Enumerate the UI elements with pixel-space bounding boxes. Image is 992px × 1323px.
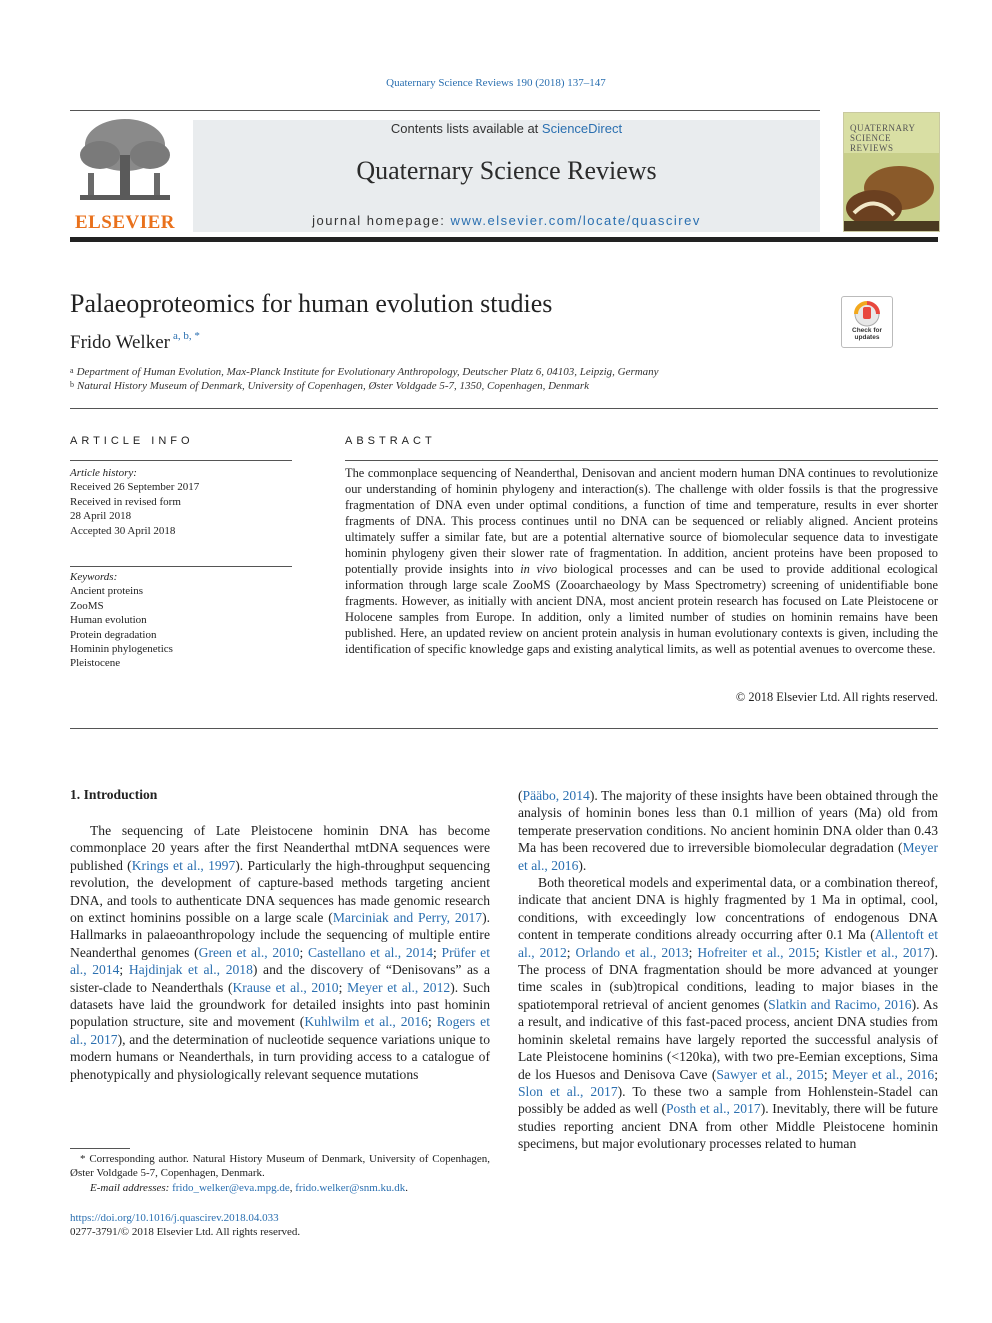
citation-link[interactable]: Kistler et al., 2017: [824, 944, 931, 960]
homepage-line: [193, 213, 820, 228]
keyword-item: Hominin phylogenetics: [70, 643, 173, 656]
issn-copyright: 0277-3791/© 2018 Elsevier Ltd. All rights reserved.: [70, 1226, 301, 1238]
history-line: Received 26 September 2017: [70, 481, 200, 494]
citation-link[interactable]: Meyer et al., 2016: [832, 1066, 935, 1082]
citation-link[interactable]: Rogers et al., 2017: [70, 1014, 490, 1047]
affiliation-b: [70, 380, 589, 392]
affiliation-b-mark: b: [70, 380, 74, 389]
author-name: Frido Welker: [70, 332, 170, 353]
citation-link[interactable]: Slon et al., 2017: [518, 1083, 618, 1099]
keywords: [70, 570, 292, 671]
sciencedirect-link[interactable]: ScienceDirect: [541, 121, 623, 136]
author-affiliation-marks[interactable]: a, b, *: [172, 330, 200, 342]
text-run: ). Hallmarks in palaeoanthropology include the sequencing of multiple entire Neanderthal genomes (: [70, 910, 490, 960]
abstract-italic: in vivo: [520, 562, 558, 576]
affiliation-b-text: Natural History Museum of Denmark, University of Copenhagen, Øster Voldgade 5-7, 1350, Copenhagen, Denmark: [77, 380, 590, 392]
text-run: ), and the determination of nucleotide sequence variations unique to modern humans or Neanderthals, in turn providing access to a catalogue of phenotypically and physiologically relevant sequence mutations: [70, 1031, 490, 1082]
contents-prefix: Contents lists available at: [390, 121, 542, 136]
text-run: (: [518, 788, 523, 803]
abstract-separator: [70, 728, 938, 729]
cover-title: QUATERNARY SCIENCE REVIEWS: [850, 123, 916, 153]
text-run: ;: [934, 1066, 938, 1082]
journal-title: Quaternary Science Reviews: [356, 156, 657, 185]
keyword-item: Protein degradation: [70, 628, 157, 641]
text-run: ). The majority of these insights have been obtained through the analysis of hominin bones less than 0.1 million of years (Ma) old from temperate preservation conditions. No ancient hominin DNA older than 0.43 Ma has been recovered due to irreversible biomolecular degradation (: [518, 788, 938, 856]
top-rule: [70, 110, 820, 111]
email-link[interactable]: frido.welker@snm.ku.dk: [295, 1181, 406, 1194]
doi-link[interactable]: https://doi.org/10.1016/j.quascirev.2018.04.033: [70, 1212, 279, 1224]
history-line: Received in revised form: [70, 495, 181, 508]
text-run: ;: [566, 944, 576, 960]
keywords-label: Keywords:: [70, 571, 118, 583]
citation-link[interactable]: Green et al., 2010: [198, 944, 300, 960]
keywords-rule: [70, 566, 292, 567]
citation-link[interactable]: Meyer et al., 2012: [347, 979, 451, 995]
keyword-item: ZooMS: [70, 599, 104, 612]
email-end: .: [405, 1181, 409, 1194]
text-run: ;: [815, 944, 825, 960]
check-for-updates-badge[interactable]: [841, 296, 893, 348]
abstract-heading: ABSTRACT: [345, 435, 436, 447]
text-run: ). As a result, and indicative of this fast-paced process, ancient DNA studies from hominin skeletal remains have largely reported the successful analysis of Late Pleistocene hominins (<120ka), with two pre-Eemian exceptions, Sima de los Huesos and Denisova Cave (: [518, 996, 938, 1082]
keyword-item: Human evolution: [70, 614, 147, 627]
article-title: Palaeoproteomics for human evolution studies: [70, 289, 553, 318]
affiliation-a-mark: a: [70, 366, 74, 375]
abstract-part-2: biological processes and can be used to provide additional ecological information through large scale ZooMS (Zooarchaeology by Mass Spectrometry) screening of unidentifiable bone fragments. However, as initially with ancient DNA, most ancient protein research has focused on Late Pleistocene or Holocene samples from Europe. In addition, only a limited number of studies on hominin remains have been published. Here, an updated review on ancient protein analysis in human evolutionary contexts is given, including the identification of specific knowledge gaps and existing analytical limits, as well as potential avenues to overcome these.: [345, 562, 939, 656]
header-thick-rule: [70, 237, 938, 242]
journal-cover-image[interactable]: [843, 112, 940, 232]
citation-link[interactable]: Prüfer et al., 2014: [70, 944, 490, 978]
history-line: 28 April 2018: [70, 510, 132, 523]
citation-link[interactable]: Sawyer et al., 2015: [716, 1066, 824, 1082]
homepage-prefix: journal homepage:: [312, 213, 451, 228]
article-history: [70, 466, 292, 538]
text-run: ;: [119, 962, 129, 978]
citation-link[interactable]: Marciniak and Perry, 2017: [332, 910, 483, 926]
paragraph: [518, 787, 938, 874]
text-run: ). Inevitably, there will be future studies reporting ancient DNA from other Middle Pleistocene hominin specimens, but major evolutionary processes related to human: [518, 1101, 938, 1152]
homepage-link[interactable]: www.elsevier.com/locate/quascirev: [450, 213, 701, 228]
history-label: Article history:: [70, 467, 137, 479]
abstract-copyright: © 2018 Elsevier Ltd. All rights reserved.: [735, 690, 938, 704]
email-separator: ,: [289, 1181, 296, 1194]
text-run: ) and the discovery of “Denisovans” as a sister-clade to Neanderthals (: [70, 962, 490, 995]
citation-link[interactable]: Posth et al., 2017: [666, 1101, 761, 1117]
article-info-heading: ARTICLE INFO: [70, 435, 194, 447]
text-run: Both theoretical models and experimental data, or a combination thereof, indicate that ancient DNA is highly fragmented by 1 Ma in optimal, cool, conditions, with exceedingly low concentrations of endogenous DNA content in temperate conditions already occurring after 0.1 Ma (: [518, 875, 938, 943]
text-run: The sequencing of Late Pleistocene hominin DNA has become commonplace 20 years after the first Neanderthal mtDNA sequences were published (: [70, 823, 490, 873]
title-separator: [70, 408, 938, 409]
text-run: ). Such datasets have laid the groundwork for detailed insights into past hominin population structure, site and movement (: [70, 979, 490, 1030]
abstract-rule: [345, 460, 938, 461]
text-run: ). To these two a sample from Hohlenstein-Stadel can possibly be added as well (: [518, 1083, 938, 1117]
affiliation-a-text: Department of Human Evolution, Max-Planck Institute for Evolutionary Anthropology, Deutscher Platz 6, 04103, Leipzig, Germany: [76, 366, 659, 378]
corresponding-author-note: * Corresponding author. Natural History Museum of Denmark, University of Copenhagen, Øster Voldgade 5-7, Copenhagen, Denmark.: [70, 1153, 490, 1180]
keyword-item: Ancient proteins: [70, 585, 144, 598]
history-line: Accepted 30 April 2018: [70, 524, 176, 537]
footnote-rule: [70, 1148, 130, 1149]
citation-link[interactable]: Krause et al., 2010: [232, 979, 339, 995]
text-run: ;: [433, 944, 442, 960]
footnote: [70, 1152, 490, 1195]
citation-link[interactable]: Pääbo, 2014: [522, 788, 590, 803]
email-label: E-mail addresses:: [90, 1181, 173, 1194]
text-run: ;: [338, 979, 348, 995]
citation-link[interactable]: Meyer et al., 2016: [518, 840, 938, 873]
text-run: ). Particularly the high-throughput sequencing revolution, the development of capture-based methods targeting ancient DNA, and tools to authenticate DNA sequences has made genomic research on extinct hominins possible on a large scale (: [70, 857, 490, 926]
introduction-heading: 1. Introduction: [70, 787, 158, 802]
text-run: ;: [823, 1066, 833, 1082]
citation-link[interactable]: Slatkin and Racimo, 2016: [768, 996, 912, 1012]
citation-link[interactable]: Hajdinjak et al., 2018: [128, 962, 253, 978]
email-link[interactable]: frido_welker@eva.mpg.de: [172, 1181, 290, 1194]
elsevier-wordmark: ELSEVIER: [74, 212, 176, 233]
affiliation-a: [70, 366, 659, 378]
citation-link[interactable]: Castellano et al., 2014: [308, 944, 434, 960]
check-for-updates-label: Check for updates: [852, 327, 882, 341]
keyword-item: Pleistocene: [70, 657, 121, 670]
text-run: ;: [427, 1014, 437, 1030]
citation-link[interactable]: Allentoft et al., 2012: [518, 927, 938, 960]
journal-citation[interactable]: Quaternary Science Reviews 190 (2018) 137–147: [386, 77, 606, 89]
paragraph: [518, 874, 938, 1153]
text-run: ;: [299, 944, 308, 960]
body-column-left: [70, 822, 490, 1083]
email-line: [70, 1181, 490, 1195]
text-run: ). The process of DNA fragmentation should be more advanced at younger time scales in (sub)tropical conditions, leading to major biases in the spatiotemporal retrieval of ancient genomes (: [518, 944, 938, 1012]
text-run: ).: [578, 857, 587, 873]
paragraph: [70, 822, 490, 1083]
abstract-text: [345, 465, 938, 657]
body-column-right: [518, 787, 938, 1153]
contents-line: [193, 121, 820, 136]
citation-link[interactable]: Kuhlwilm et al., 2016: [304, 1014, 428, 1030]
mammoth-illustration: [844, 153, 939, 231]
text-run: ;: [688, 944, 698, 960]
author-line: [70, 332, 200, 354]
citation-link[interactable]: Hofreiter et al., 2015: [697, 944, 816, 960]
citation-link[interactable]: Krings et al., 1997: [131, 857, 236, 873]
citation-link[interactable]: Orlando et al., 2013: [575, 944, 689, 960]
article-info-rule: [70, 460, 292, 461]
abstract-part-1: The commonplace sequencing of Neanderthal, Denisovan and ancient modern human DNA continues to revolutionize our understanding of hominin phylogeny and interaction(s). The challenge with older fossils is that the progressive fragmentation of DNA even under optimal conditions, a function of time and temperature, results in ever shorter fragments of DNA. This process continues until no DNA can be sequenced or reliably aligned. Ancient proteins ultimately suffer a similar fate, but are a potential alternative source of biomolecular sequence data to investigate hominin phylogeny given their slower rate of fragmentation. In addition, ancient proteins have been proposed to potentially provide insights into: [345, 466, 938, 576]
